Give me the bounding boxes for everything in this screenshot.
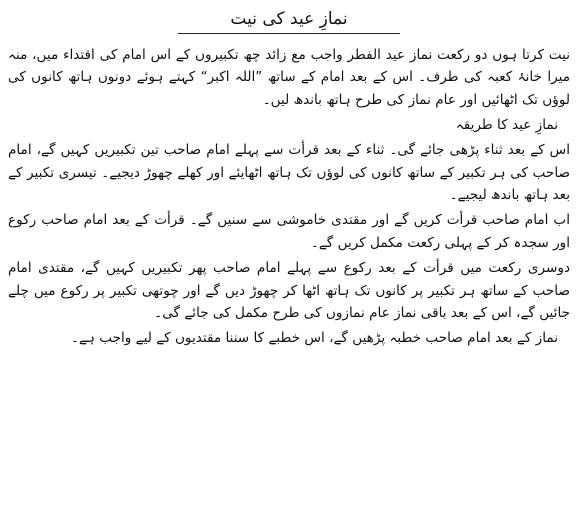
khutba-paragraph: نماز کے بعد امام صاحب خطبہ پڑھیں گے، اس خطبے کا سننا مقتدیوں کے لیے واجب ہے۔ (71, 330, 558, 347)
second-rakat-paragraph: دوسری رکعت میں قرأت کے بعد رکوع سے پہلے امام صاحب پھر تکبیریں کہیں گے، مقتدی امام صاحب کے ساتھ ہر تکبیر پر کانوں تک ہاتھ اٹھا کر چھوڑ دیں گے اور چوتھی تکبیر پر رکوع میں چلے جائیں گے، اس کے بعد باقی نماز عام نمازوں کی طرح مکمل کی جائے گی۔ (8, 260, 570, 322)
document-body (8, 44, 570, 350)
sana-paragraph: اس کے بعد ثناء پڑھی جائے گی۔ ثناء کے بعد قرأت سے پہلے امام صاحب تین تکبیریں کہیں گے، امام صاحب کی ہر تکبیر کے ساتھ کانوں کی لوؤں تک ہاتھ اٹھایئے اور کھلے چھوڑ دیجیے۔ تیسری تکبیر کے بعد ہاتھ باندھ لیجیے۔ (8, 142, 570, 204)
title-container (8, 8, 570, 34)
section-heading: نمازِ عید کا طریقہ (455, 117, 558, 134)
niyyat-paragraph: نیت کرتا ہوں دو رکعت نماز عید الفطر واجب مع زائد چھ تکبیروں کے اس امام کی اقتداء میں، منہ میرا خانۂ کعبہ کی طرف۔ اس کے بعد امام کے ساتھ ”اللہ اکبر“ کہتے ہوئے دونوں ہاتھ کانوں کی لوؤں تک اٹھائیں اور عام نماز کی طرح ہاتھ باندھ لیں۔ (8, 47, 570, 108)
page-title: نمازِ عید کی نیت (178, 8, 399, 34)
first-rakat-paragraph: اب امام صاحب قرأت کریں گے اور مقتدی خاموشی سے سنیں گے۔ قرأت کے بعد امام صاحب رکوع اور سجدہ کر کے پہلی رکعت مکمل کریں گے۔ (8, 212, 570, 251)
